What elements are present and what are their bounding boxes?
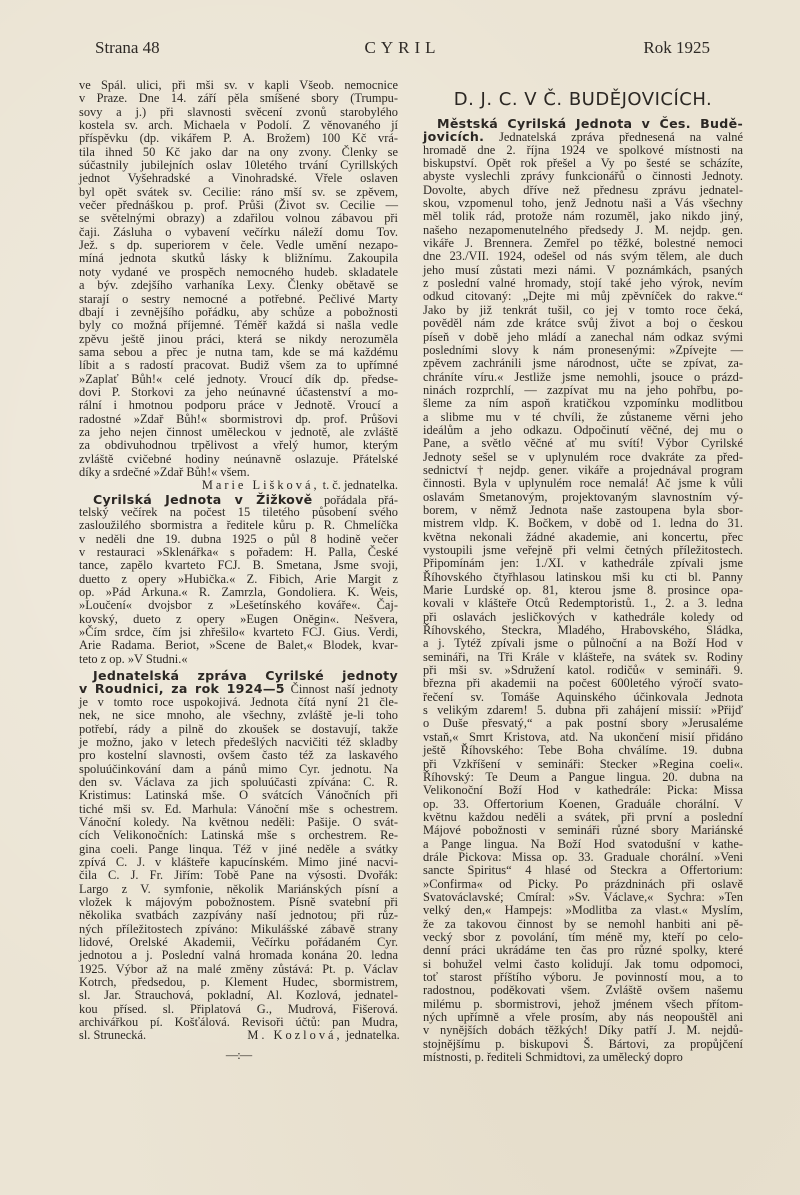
text-line: kostela sv. arch. Michaela v Podolí. Z věnovaného jí [79, 118, 398, 133]
text-line: z poslední valné hromady, stojí také jeho výrok, nevím [423, 276, 743, 291]
text-line: sl. Jar. Strauchová, pokladní, Al. Kozlová, jednatel- [79, 988, 398, 1003]
budejovice-report-paragraph [423, 144, 743, 1065]
paragraph-first-line [423, 130, 743, 143]
text-line: Jako by již tenkrát tušil, co jej v tomto roce čeká, [423, 302, 743, 317]
text-line: květnu každou neděli a svátek, při první a poslední [423, 809, 743, 824]
running-header [95, 38, 710, 62]
signature-name: Marie Lišková, [201, 478, 320, 493]
text-line: chráníte víru.« Jestliže jsme nemohli, jsouce o prázd- [423, 369, 743, 384]
text-line: starají o sestry nemocné a potřebné. Pečlivé Marty [79, 291, 398, 306]
paragraph-heading-roudnice-line2: v Roudnici, za rok 1924—5 [79, 681, 285, 697]
text-line: ve Spál. ulici, při mši sv. v kapli Všeob. nemocnice [79, 78, 398, 92]
text-line: Říhovského, Steckra, Mladého, Hrabovského, Sládka, [423, 623, 743, 638]
text-line: o Duše přesvatý,“ a pak postní sbory »Jerusaléme [423, 716, 743, 731]
paragraph-heading-zizkov: Cyrilská Jednota v Žižkově [93, 491, 313, 507]
text-line: radostné »Zdař Bůh!« sbormistrovi dp. prof. Průšovi [79, 411, 398, 426]
text-line: dne 23./VII. 1924, odešel od nás svým tělem, ale duch [423, 249, 743, 264]
left-column [79, 79, 398, 1063]
text-line: archivářkou pí. Košťálová. Revisoři účtů: pan Mudra, [79, 1015, 398, 1030]
text-line: súčastnily jubilejních oslav 10letého trvání Cyrillských [79, 158, 398, 173]
text-line: cích Velikonočních: Latinská mše s orchestrem. Re- [79, 828, 398, 843]
text-line: sl. Strunecká. [79, 1028, 147, 1043]
text-line: radostnou, poděkovati všem. Zvláště ovšem našemu [423, 983, 743, 998]
signature-role: t. č. jednatelka. [322, 478, 398, 493]
text-line: našeho nezapomenutelného předsedy J. M. nejdp. gen. [423, 222, 743, 237]
paragraph-first-line-rest: Jednatelská zpráva přednesená na valné [499, 130, 743, 145]
text-line: se světelnými obrazy) a zdařilou volnou zábavou při [79, 211, 398, 226]
text-line: den sv. Václava za jich spoluúčasti zpívána: C. R. [79, 774, 398, 789]
text-line: sancte Spiritus“ 4 hlasé od Steckra a Offertorium: [423, 863, 743, 878]
text-line: dbají i zevnějšího pořádku, aby schůze a pobožnosti [79, 304, 398, 319]
text-line: zasloužilého sbormistra a ředitele kůru p. R. Chmelíčka [79, 518, 398, 533]
text-line: rální i hmotnou podporu práce v Jednotě. Vroucí a [79, 398, 398, 413]
text-line: vikáře J. Brennera. Zemřel po těžké, bolestné nemoci [423, 236, 743, 251]
text-line: zpěvem zachránili jsme národnost, učte se zpívat, za- [423, 356, 743, 371]
text-line: s velikým zdarem! 5. dubna při zahájení missií: »Přijď [423, 703, 743, 718]
text-line: při Vzkříšení v semináři: Stecker »Regina coeli«. [423, 756, 743, 771]
text-line: je v tomto roce uspokojivá. Jednota čítá nyní 21 čle- [79, 694, 398, 709]
text-line: ještě Říhovského: Tebe Boha chválíme. 19. dubna [423, 743, 743, 758]
text-line: »Čím srdce, čím jsi zhřešilo« kvarteto FCJ. Gius. Verdi, [79, 625, 398, 640]
paragraph-heading-budejovice-line1: Městská Cyrilská Jednota v Čes. Budě- [437, 116, 743, 131]
text-line: díky a srdečné »Zdař Bůh!« všem. [79, 464, 250, 479]
text-line: stojnějšímu p. biskupovi Š. Bártovi, za propůjčení [423, 1036, 743, 1051]
text-line: hromadě dne 2. října 1924 ve spolkové místnosti na [423, 142, 743, 157]
signature-liskova [79, 479, 398, 492]
text-line: »Confirma« od Picky. Po prázdninách při oslavě [423, 876, 743, 891]
text-line: Velikonoční Boží Hod v kathedrále: Picka: Missa [423, 783, 743, 798]
text-line: noty vydané ve prospěch nemocného hudeb. skladatele [79, 264, 398, 279]
text-line: denní práci ukrádáme ten čas pro různé spolky, které [423, 943, 743, 958]
text-line: v neděli dne 19. dubna 1925 o půl 8 hodině večer [79, 531, 398, 546]
text-line: zpívá C. J. v klášteře kapucínském. Mimo jiné nacvi- [79, 854, 398, 869]
text-line: op. »Pád Arkuna.« R. Zamrzla, Gondoliera. K. Weis, [79, 585, 398, 600]
text-line: ninách rozprchlí, — zazpívat mu na jeho pohřbu, po- [423, 382, 743, 397]
text-line: zvláště cvičebné hodiny neúnavně oslazuje. Přátelské [79, 451, 398, 466]
text-line: píseň v době jeho mládí a zanechal nám odkaz svými [423, 329, 743, 344]
text-line: gina coeli. Pange linqua. Též v jiné neděle a svátky [79, 841, 398, 856]
roudnice-report-paragraph [79, 669, 398, 1043]
text-line: si bohužel velmi často kolidují. Jak tomu odpomoci, [423, 956, 743, 971]
text-line: semináři, na Tři Krále v klášteře, na svátek sv. Rodiny [423, 649, 743, 664]
text-line: večer přednáškou p. prof. Průši (Život sv. Cecilie — [79, 198, 398, 213]
text-line: telský večírek na počest 15 tiletého působení svého [79, 505, 398, 519]
text-line: milému p. sbormistrovi, jehož jménem všech přítom- [423, 996, 743, 1011]
text-line: míná jednota skutků lásky k bližnímu. Zakoupila [79, 251, 398, 266]
text-line: skou, vzpomenul toho, jenž Jednotu naši a Vás všechny [423, 196, 743, 211]
text-line: teto z op. »V Studni.« [79, 651, 188, 666]
text-line: čaji. Zásluha o vybavení večírku náleží domu Tov. [79, 224, 398, 239]
text-line: potřebí, rády a pilně do zkoušek se dostavují, takže [79, 721, 398, 736]
text-line: Májové pobožnosti v semináři různé sbory Mariánské [423, 823, 743, 838]
signature-kozlova-line [79, 1029, 398, 1042]
text-line: »Zaplať Bůh!« celé jednoty. Vroucí dík dp. předse- [79, 371, 398, 386]
text-line: Kotrch, předsedou, p. Klement Hudec, sbormistrem, [79, 975, 398, 990]
section-divider: —:— [225, 1047, 252, 1062]
text-line: Marie Lurdské op. 81, kterou jsme 8. prosince opa- [423, 583, 743, 598]
text-line: pověděl nám zde krátce svůj život a boj o českou [423, 316, 743, 331]
text-line: nek, ne sice mnoho, ale všechny, zvláště je-li toho [79, 708, 398, 723]
text-line: tila ihned 50 Kč jako dar na ony zvony. Členky se [79, 144, 398, 159]
text-line: velký den,« Hampejs: »Modlitba za vlast.« Myslím, [423, 903, 743, 918]
text-line: vstaň,« Smrt Kristova, atd. Na ukončení misií přidáno [423, 729, 743, 744]
text-line: že za takovou činnost by se nemohl hanbiti ani pě- [423, 916, 743, 931]
text-line: řečení sv. Tomáše Aquinského účinkovala Jednota [423, 689, 743, 704]
text-line: Arie Radama. Beriot, »Scene de Balet,« Blodek, kvar- [79, 638, 398, 653]
text-line: posledními slovy k nám pronesenými: »Zpívejte — [423, 342, 743, 357]
text-line: kovali v klášteře Otců Redemptoristů. 1., 2. a 3. ledna [423, 596, 743, 611]
text-line: mistrem vldp. K. Bočkem, v době od 1. ledna do 31. [423, 516, 743, 531]
text-line: vystoupili jsme veřejně při velmi četných příležitostech. [423, 543, 743, 557]
text-line: Vánoční koledy. Na květnou neděli: Pašije. O svát- [79, 814, 398, 829]
text-line: sednictví † nejdp. gener. vikáře a projednával program [423, 462, 743, 477]
text-line: je možno, jako v letech předešlých nacvičiti též skladby [79, 734, 398, 749]
text-line: »Loučení« dvojsbor z »Lešetínského kováře«. Čaj- [79, 598, 398, 613]
text-line: lidové, Orelské Akademii, Večírku pořádaném Cyr. [79, 935, 398, 949]
page-number-label: Strana 48 [95, 38, 160, 57]
text-line: kou přísed. sl. Připlatová G., Mudrová, Fišerová. [79, 1001, 398, 1016]
text-line: 1925. Výbor až na malé změny zůstává: Pt. p. Václav [79, 961, 398, 976]
text-line: a býv. zdejšího varhaníka Lexy. Členky obětavě se [79, 278, 398, 293]
right-column [423, 80, 743, 1064]
text-line: za jeho nejen činnost uměleckou v jednotě, ale zvláště [79, 424, 398, 439]
text-line: a Pange lingua. Na Boží Hod svatodušní v kathe- [423, 836, 743, 851]
text-line: Dovolte, abych dříve než přednesu zprávu jednatel- [423, 182, 743, 197]
text-line: odkud citovaný: „Dejte mi můj zpěvníček do rakve.“ [423, 289, 743, 304]
paragraph-first-line [79, 493, 398, 506]
text-line: několika svatbách zazpívány naší jednotou; při růz- [79, 908, 398, 923]
zizkov-report-paragraph [79, 493, 398, 666]
text-line: v Praze. Dne 14. září pěla smíšené sbory (Trumpu- [79, 91, 398, 106]
text-line: Připomínám jen: 1./XI. v kathedrále zpívali jsme [423, 556, 743, 571]
text-line: borem, v němž Jednota naše zastoupena byla sbor- [423, 502, 743, 517]
text-line: za obdivuhodnou trpělivost a vřelý humor, kterým [79, 438, 398, 453]
text-line: Pane, a světlo věčné ať mu svítí! Výbor Cyrilské [423, 436, 743, 451]
text-line: a j. Tytéž zpívali jsme o půlnoční a na Boží Hod v [423, 636, 743, 651]
text-line: ideálům a jeho odkazu. Odpočinutí věčné, dej mu o [423, 422, 743, 437]
year-label: Rok 1925 [643, 38, 710, 57]
text-line: místnosti, p. řediteli Schmidtovi, za umělecký dopro [423, 1050, 683, 1065]
text-line: Jednoty sešel se v uplynulém roce dvakráte za před- [423, 449, 743, 464]
paragraph-first-line-rest: pořádala přá- [323, 492, 398, 507]
text-line: Svatováclavské; Cmíral: »Sv. Václave,« Sychra: »Ten [423, 889, 743, 904]
text-line: abyste vyslechli zprávy funkcionářů o činnosti Jednoty. [423, 169, 743, 184]
text-line: sovy a j.) při slavnosti svěcení zvonů starobylého [79, 104, 398, 119]
text-line: Jež. s dp. superiorem v čele. Vedle umění nezapo- [79, 238, 398, 253]
text-line: a slibme mu v té chvíli, že zůstaneme věrni jeho [423, 409, 743, 424]
signature-role: jednatelka. [345, 1028, 400, 1043]
paragraph-heading-budejovice-line2: jovicích. [423, 129, 485, 145]
text-line: sama sebou a přec je nutna tam, kde se má každému [79, 344, 398, 359]
text-line: vložek k májovým pobožnostem. Písně svatební při [79, 894, 398, 909]
report-continuation-paragraph [79, 79, 398, 479]
text-line: v nynějších dobách těžkých! Díky patří J. M. nejdů- [423, 1023, 743, 1038]
journal-title: CYRIL [364, 38, 441, 57]
paragraph-first-line [79, 682, 398, 695]
section-title: D. J. C. V Č. BUDĚJOVICÍCH. [453, 89, 713, 110]
text-line: jednot Vyšehradské a Vinohradské. Vřele oslaven [79, 171, 398, 186]
text-line: čila C. J. Fr. Jiřím: Tobě Pane na výsosti. Dvořák: [79, 868, 398, 883]
text-line: jeho musí zůstati mezi námi. V poznámkách, psaných [423, 262, 743, 277]
text-line: biskupství. Opět rok přešel a Vy po šesté se scházíte, [423, 156, 743, 171]
text-line: spoluúčinkování dam a pánů mimo Cyr. jednotu. Na [79, 761, 398, 776]
text-line: Říhovský: Te Deum a Pangue lingua. 20. dubna na [423, 769, 743, 784]
text-line: při oslavách jesličkových v kathedrále koledy od [423, 609, 743, 624]
text-line: tiché mši sv. Ed. Marhula: Vánoční mše s ochestrem. [79, 801, 398, 816]
text-line: toť starost příštího výboru. Je povinností mou, a to [423, 970, 743, 984]
text-line: Říhovského čtyřhlasou latinskou mši ku cti bl. Panny [423, 569, 743, 584]
text-line: příspěvku (dp. vikářem P. A. Brožem) 100 Kč vrá- [79, 131, 398, 146]
text-line: pro kostelní slavnosti, ovšem často též za laskavého [79, 748, 398, 763]
text-line: Kristimus: Latinská mše. O svátcích Vánočních při [79, 788, 398, 803]
text-line: šleme za ním aspoň kratičkou vzpomínku modlitbou [423, 396, 743, 411]
text-line: byly co možná příjemné. Téměř každá si našla vedle [79, 318, 398, 333]
text-line: při mši sv. »Sdružení katol. rodičů« v semináři. 9. [423, 663, 743, 678]
text-line: oslavám Smetanovým, projektovaným slavnostním vý- [423, 489, 743, 504]
text-line: zpěvu ještě jinou práci, která se nikdy nerozuměla [79, 331, 398, 346]
text-line: vecký sbor z povolání, tím méně my, kteří po celo- [423, 929, 743, 944]
text-line: líbit a s radostí pracovat. Budiž všem za to upřímné [79, 358, 398, 373]
text-line: Largo z V. symfonie, několik Mariánských písní a [79, 881, 398, 896]
text-line: kovský, dueto z opery »Eugen Oněgin«. Nešvera, [79, 611, 398, 626]
text-line: činnosti. Byla v uplynulém roce nemalá! Ač jsme k vůli [423, 476, 743, 491]
text-line: op. 33. Offertorium Koenen, Graduále chorální. V [423, 796, 743, 811]
text-line: měl tolik rád, protože nám rozuměl, jako nikdo jiný, [423, 209, 743, 224]
text-line: dovi P. Storkovi za jeho neúnavné účastenství a mo- [79, 384, 398, 399]
text-line: jednotou a j. Poslední valná hromada konána 20. ledna [79, 948, 398, 963]
text-line: drále Pickova: Missa op. 33. Graduale chorální. »Veni [423, 849, 743, 864]
text-line: duetto z opery »Hubička.« Z. Fibich, Arie Margit z [79, 571, 398, 586]
text-line: ných příležitostech zpíváno: Mikulášské zábavě strany [79, 921, 398, 936]
text-line: ných upřímně a vřele prosím, aby nás neopouštěl ani [423, 1010, 743, 1025]
paragraph-heading-roudnice-line1: Jednatelská zpráva Cyrilské jednoty [93, 668, 398, 684]
text-line: tance, zapělo kvarteto FCJ. B. Smetana, Jsme svoji, [79, 558, 398, 573]
signature-name: M. Kozlová, [247, 1028, 343, 1043]
text-line: března při akademii na počest 600letého výročí svato- [423, 676, 743, 691]
paragraph-first-line-rest: Činnost naší jednoty [290, 682, 398, 697]
text-line: v restauraci »Sklenářka« s pořadem: H. Palla, České [79, 545, 398, 560]
text-line: května nekonali žádné akademie, ani koncertu, přec [423, 529, 743, 544]
text-line: byl opět svátek sv. Cecilie: ráno mší sv. se zpěvem, [79, 184, 398, 199]
